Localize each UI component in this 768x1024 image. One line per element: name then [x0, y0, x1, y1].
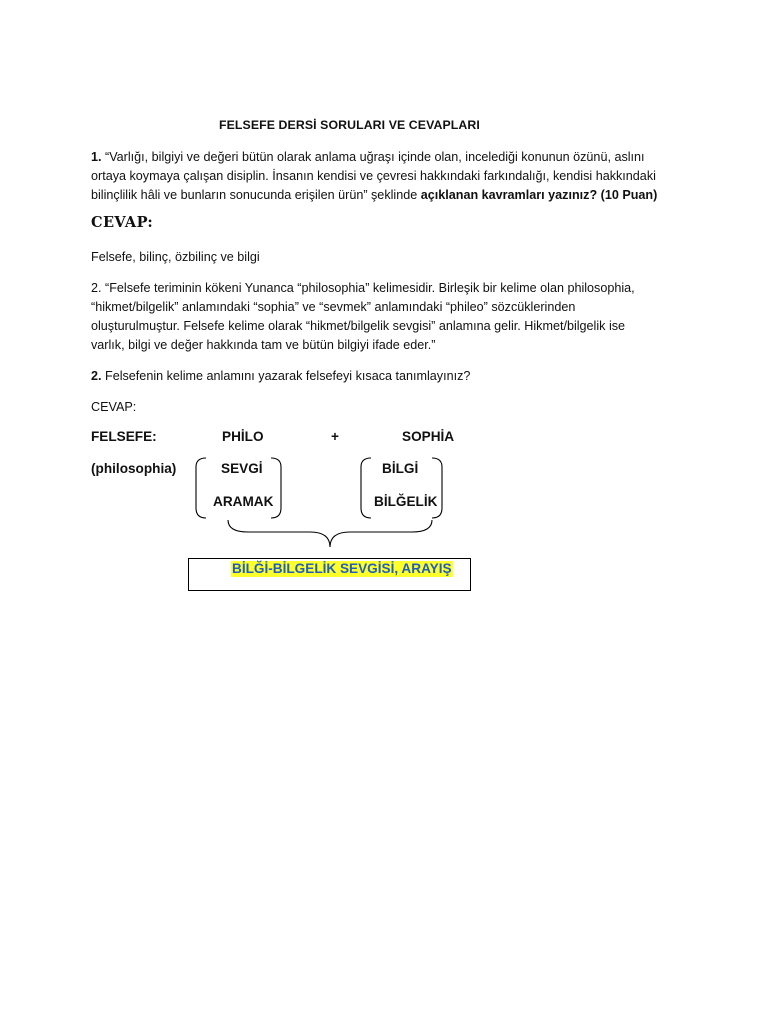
answer-1-text: Felsefe, bilinç, özbilinç ve bilgi: [91, 250, 260, 264]
question-2-text: Felsefenin kelime anlamını yazarak felsefeyi kısaca tanımlayınız?: [101, 369, 471, 383]
paragraph-line-1: 2. “Felsefe teriminin kökeni Yunanca “philosophia” kelimesidir. Birleşik bir kelime olan philosophia,: [91, 281, 635, 295]
paragraph-line-3: oluşturulmuştur. Felsefe kelime olarak “hikmet/bilgelik sevgisi” anlamına gelir. Hikmet/bilgelik ise: [91, 319, 626, 333]
document-title: FELSEFE DERSİ SORULARI VE CEVAPLARI: [219, 118, 480, 132]
result-box: [188, 558, 471, 591]
question-1-line-2: ortaya koymaya çalışan disiplin. İnsanın kendisi ve çevresi hakkındaki farkındalığı, kendisi hakkındaki: [91, 169, 656, 183]
left-bracket-open: [196, 458, 206, 518]
paragraph-line-2: “hikmet/bilgelik” anlamındaki “sophia” ve “sevmek” anlamındaki “phileo” sözcüklerinden: [91, 300, 576, 314]
question-1-number: 1.: [91, 150, 102, 164]
question-1-text-3: bilinçlilik hâli ve bunların sonucunda erişilen ürün” şeklinde: [91, 188, 421, 202]
question-1-text-1: “Varlığı, bilgiyi ve değeri bütün olarak anlama uğraşı içinde olan, incelediği konunun özünü, aslını: [105, 150, 645, 164]
philo-label: PHİLO: [222, 429, 264, 444]
left-bracket-close: [271, 458, 281, 518]
right-bracket-open: [361, 458, 371, 518]
answer-2-heading: CEVAP:: [91, 400, 137, 414]
sevgi-label: SEVGİ: [221, 461, 263, 476]
answer-heading: CEVAP:: [91, 214, 154, 231]
bilgi-label: BİLGİ: [382, 461, 419, 476]
felsefe-label: FELSEFE:: [91, 429, 157, 444]
philosophia-label: (philosophia): [91, 461, 177, 476]
question-1-bold-instruction: açıklanan kavramları yazınız? (10 Puan): [420, 188, 658, 202]
question-2-number: 2.: [91, 369, 102, 383]
paragraph-line-4: varlık, bilgi ve değer hakkında tam ve bütün bilgiyi ifade eder.”: [91, 338, 436, 352]
right-bracket-close: [432, 458, 442, 518]
bilgelik-label: BİLĞELİK: [374, 494, 438, 509]
sophia-label: SOPHİA: [402, 429, 455, 444]
plus-sign: +: [331, 429, 339, 444]
curly-brace: [228, 520, 432, 547]
result-highlighted-text: BİLĞİ-BİLGELİK SEVGİSİ, ARAYIŞ: [232, 561, 452, 576]
aramak-label: ARAMAK: [213, 494, 274, 509]
